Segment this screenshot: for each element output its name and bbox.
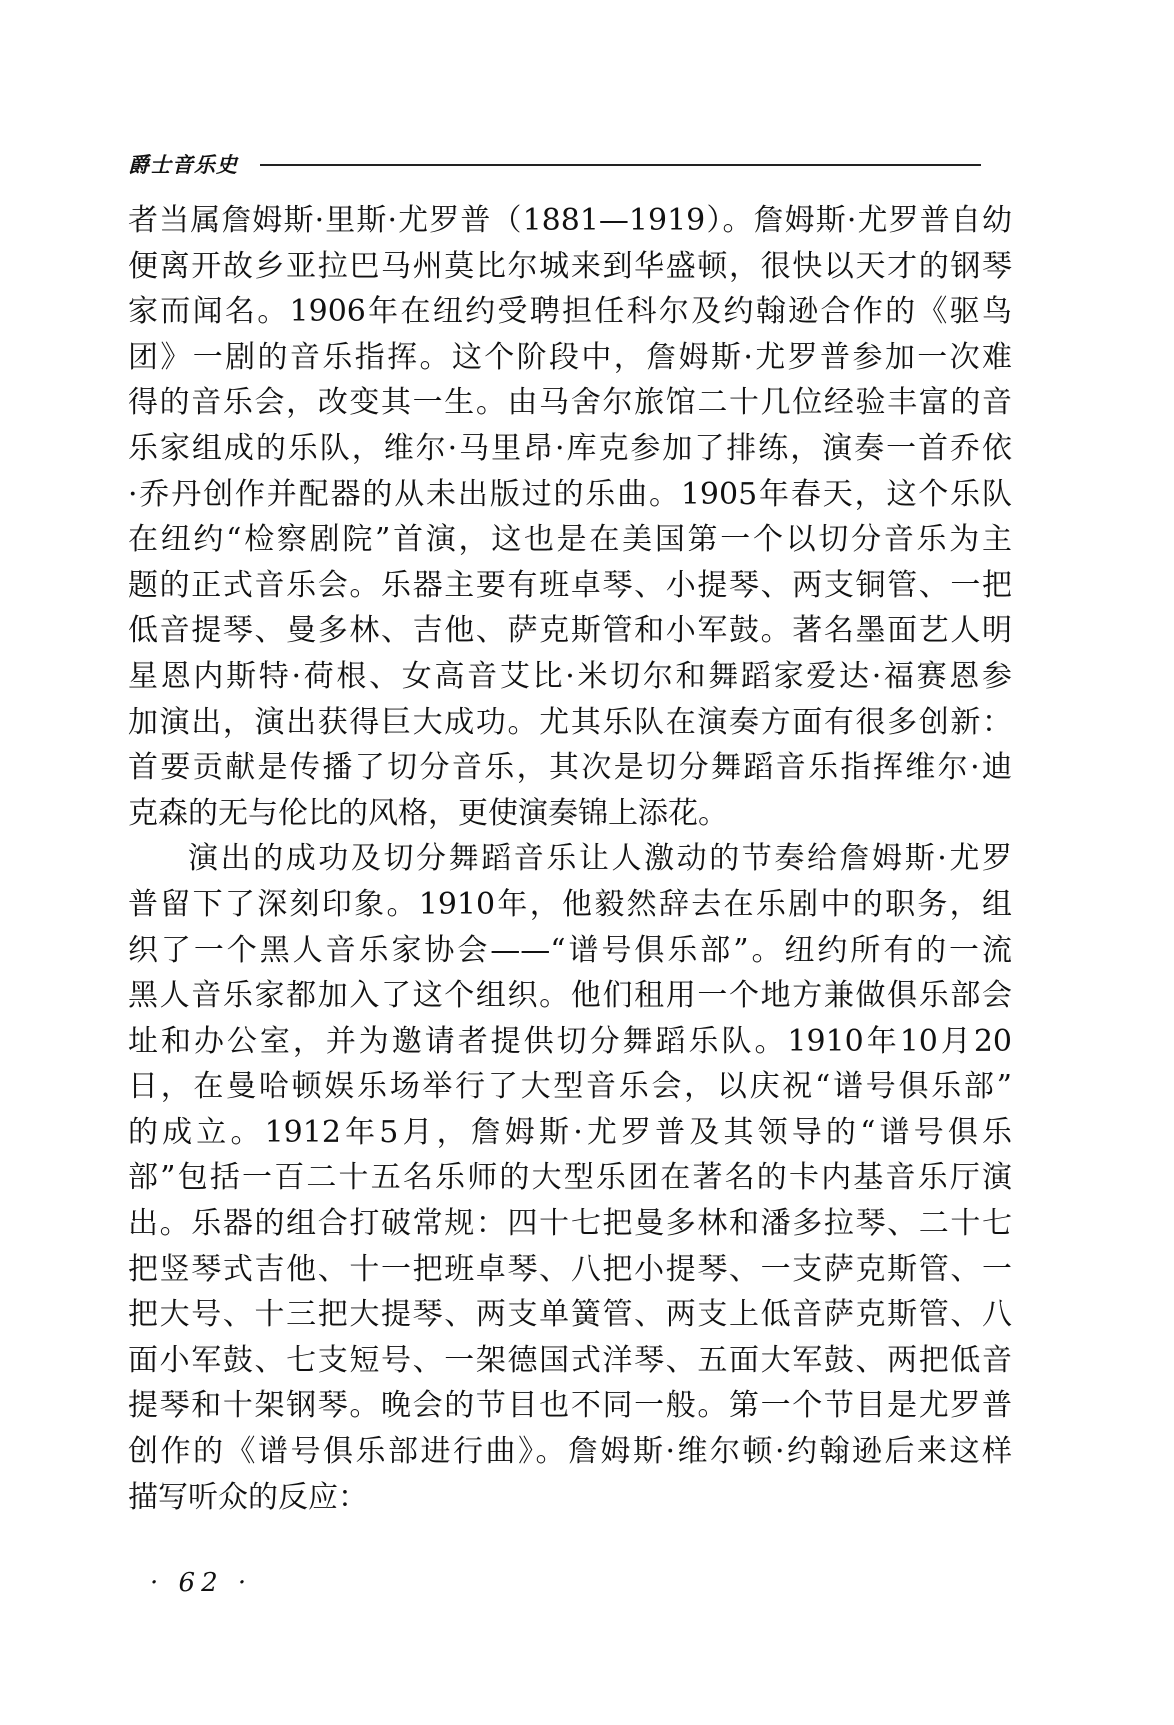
text-line: 把大号、十三把大提琴、两支单簧管、两支上低音萨克斯管、八: [128, 1297, 1012, 1333]
text-line: 普留下了深刻印象。1910年，他毅然辞去在乐剧中的职务，组: [128, 886, 1012, 922]
text-line: 团》一剧的音乐指挥。这个阶段中，詹姆斯·尤罗普参加一次难: [128, 339, 1012, 375]
text-line: 题的正式音乐会。乐器主要有班卓琴、小提琴、两支铜管、一把: [128, 567, 1012, 603]
text-line: 首要贡献是传播了切分音乐，其次是切分舞蹈音乐指挥维尔·迪: [128, 750, 1012, 786]
text-line: 址和办公室，并为邀请者提供切分舞蹈乐队。1910年10月20: [128, 1023, 1012, 1059]
header-rule: [260, 164, 981, 166]
running-header: [128, 148, 981, 180]
text-line: 星恩内斯特·荷根、女高音艾比·米切尔和舞蹈家爱达·福赛恩参: [128, 658, 1012, 694]
text-line: 者当属詹姆斯·里斯·尤罗普（1881—1919）。詹姆斯·尤罗普自幼: [128, 203, 1012, 238]
text-line: 便离开故乡亚拉巴马州莫比尔城来到华盛顿，很快以天才的钢琴: [128, 248, 1012, 284]
text-line: 把竖琴式吉他、十一把班卓琴、八把小提琴、一支萨克斯管、一: [128, 1251, 1012, 1287]
running-header-title: 爵士音乐史: [128, 152, 238, 177]
text-line: 黑人音乐家都加入了这个组织。他们租用一个地方兼做俱乐部会: [128, 978, 1012, 1014]
text-line: 加演出，演出获得巨大成功。尤其乐队在演奏方面有很多创新：: [128, 704, 1012, 740]
page-number: · 62 ·: [150, 1568, 253, 1598]
text-line: 乐家组成的乐队，维尔·马里昂·库克参加了排练，演奏一首乔依: [128, 430, 1012, 466]
text-line: 家而闻名。1906年在纽约受聘担任科尔及约翰逊合作的《驱鸟: [128, 294, 1012, 330]
text-line: 低音提琴、曼多林、吉他、萨克斯管和小军鼓。著名墨面艺人明: [128, 613, 1012, 649]
text-line: 的成立。1912年5月，詹姆斯·尤罗普及其领导的“谱号俱乐: [128, 1114, 1012, 1150]
text-line-paragraph-start: 演出的成功及切分舞蹈音乐让人激动的节奏给詹姆斯·尤罗: [188, 841, 1012, 877]
text-line: 日，在曼哈顿娱乐场举行了大型音乐会，以庆祝“谱号俱乐部”: [128, 1069, 1012, 1105]
text-line: 织了一个黑人音乐家协会——“谱号俱乐部”。纽约所有的一流: [128, 932, 1012, 968]
text-line: 出。乐器的组合打破常规：四十七把曼多林和潘多拉琴、二十七: [128, 1206, 1012, 1242]
text-line: 得的音乐会，改变其一生。由马舍尔旅馆二十几位经验丰富的音: [128, 385, 1012, 421]
text-line-paragraph-end: 克森的无与伦比的风格，更使演奏锦上添花。: [128, 795, 728, 831]
text-line: ·乔丹创作并配器的从未出版过的乐曲。1905年春天，这个乐队: [128, 476, 1012, 512]
text-line: 创作的《谱号俱乐部进行曲》。詹姆斯·维尔顿·约翰逊后来这样: [128, 1434, 1012, 1470]
body-text: [128, 198, 1012, 1520]
text-line: 面小军鼓、七支短号、一架德国式洋琴、五面大军鼓、两把低音: [128, 1342, 1012, 1378]
text-line: 提琴和十架钢琴。晚会的节目也不同一般。第一个节目是尤罗普: [128, 1388, 1012, 1424]
text-line: 在纽约“检察剧院”首演，这也是在美国第一个以切分音乐为主: [128, 522, 1012, 558]
text-line-paragraph-end: 描写听众的反应：: [128, 1479, 368, 1515]
text-line: 部”包括一百二十五名乐师的大型乐团在著名的卡内基音乐厅演: [128, 1160, 1012, 1196]
